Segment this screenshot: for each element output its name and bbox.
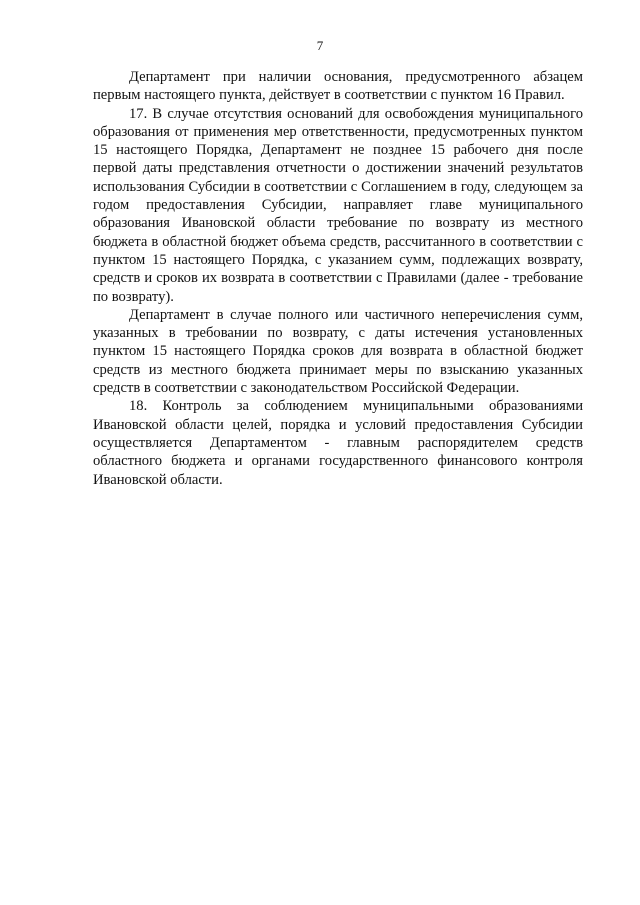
document-body	[93, 68, 583, 489]
paragraph-department-recovery: Департамент в случае полного или частичного неперечисления сумм, указанных в требовании по возврату, с даты истечения установленных пунктом 15 настоящего Порядка сроков для возврата в областной бюджет средств из местного бюджета принимает меры по взысканию указанных средств в соответствии с законодательством Российской Федерации.	[93, 306, 583, 397]
paragraph-department-action: Департамент при наличии основания, предусмотренного абзацем первым настоящего пункта, действует в соответствии с пунктом 16 Правил.	[93, 69, 583, 104]
paragraph-item-18: 18. Контроль за соблюдением муниципальными образованиями Ивановской области целей, порядка и условий предоставления Субсидии осуществляется Департаментом - главным распорядителем средств областного бюджета и органами государственного финансового контроля Ивановской области.	[93, 398, 583, 488]
paragraph-item-17: 17. В случае отсутствия оснований для освобождения муниципального образования от применения мер ответственности, предусмотренных пунктом 15 настоящего Порядка, Департамент не позднее 15 рабочего дня после первой даты представления отчетности о достижении значений результатов использования Субсидии в соответствии с Соглашением в году, следующем за годом предоставления Субсидии, направляет главе муниципального образования Ивановской области требование по возврату из местного бюджета в областной бюджет объема средств, рассчитанного в соответствии с пунктом 15 настоящего Порядка, с указанием сумм, подлежащих возврату, средств и сроков их возврата в соответствии с Правилами (далее - требование по возврату).	[93, 105, 583, 305]
page-number: 7	[316, 38, 324, 53]
